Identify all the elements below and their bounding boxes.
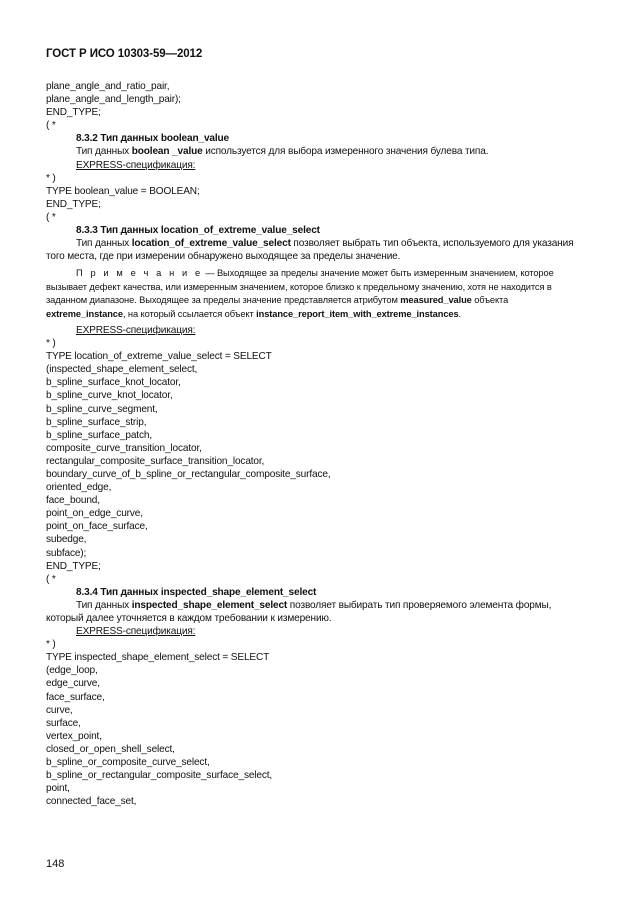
entity-name: instance_report_item_with_extreme_instances [256, 308, 459, 319]
code-line: END_TYPE; [46, 107, 101, 119]
type-name: boolean _value [131, 146, 203, 158]
code-line: face_surface, [46, 691, 105, 703]
code-line: b_spline_curve_segment, [46, 403, 158, 415]
note-label: П р и м е ч а н и е [76, 268, 203, 279]
page-content [46, 80, 586, 808]
code-line: TYPE inspected_shape_element_select = SELECT [46, 652, 270, 664]
paragraph-text: Тип данных [76, 599, 132, 611]
section-heading: 8.3.4 Тип данных inspected_shape_element_select [76, 586, 317, 598]
code-line: rectangular_composite_surface_transition_locator, [46, 455, 265, 467]
code-line: b_spline_or_rectangular_composite_surface_select, [46, 770, 273, 782]
code-line: END_TYPE; [46, 560, 101, 572]
paragraph-text: используется для выбора измеренного значения булева типа. [202, 146, 489, 158]
code-line: boundary_curve_of_b_spline_or_rectangular_composite_surface, [46, 468, 331, 480]
code-line: * ) [46, 172, 56, 184]
code-block-2 [46, 172, 586, 224]
section-8-3-3 [46, 224, 586, 337]
section-paragraph [46, 145, 586, 158]
note-paragraph [46, 267, 586, 321]
section-heading: 8.3.3 Тип данных location_of_extreme_value_select [76, 225, 320, 237]
entity-name: extreme_instance [46, 308, 123, 319]
note-text: . [458, 308, 462, 319]
paragraph-text: Тип данных [76, 238, 132, 250]
code-block-3 [46, 337, 586, 586]
code-line: point, [46, 783, 70, 795]
type-name: location_of_extreme_value_select [131, 238, 291, 250]
note-text: , на который ссылается объект [122, 308, 257, 319]
code-line: (inspected_shape_element_select, [46, 364, 198, 376]
code-line: subedge, [46, 534, 87, 546]
code-line: * ) [46, 338, 56, 350]
code-line: END_TYPE; [46, 198, 101, 210]
code-line: TYPE boolean_value = BOOLEAN; [46, 185, 200, 197]
code-line: b_spline_surface_strip, [46, 416, 147, 428]
type-name: inspected_shape_element_select [131, 599, 288, 611]
code-line: b_spline_surface_knot_locator, [46, 377, 181, 389]
express-spec-label: EXPRESS-спецификация: [76, 324, 196, 336]
code-line: plane_angle_and_ratio_pair, [46, 81, 170, 92]
code-line: curve, [46, 704, 73, 716]
code-line: composite_curve_transition_locator, [46, 442, 202, 454]
code-line: point_on_edge_curve, [46, 508, 143, 520]
section-8-3-4 [46, 586, 586, 638]
paragraph-text: позволяет выбирать тип проверяемого элемента формы, который далее уточняется в каждом требовании к измерению. [46, 599, 552, 624]
code-line: edge_curve, [46, 678, 100, 690]
code-block-4 [46, 638, 586, 808]
code-block-1 [46, 80, 586, 132]
paragraph-text: позволяет выбрать тип объекта, используемого для указания того места, где при измерении обнаружено выходящее за пределы значение. [46, 238, 574, 263]
code-line: b_spline_or_composite_curve_select, [46, 757, 210, 769]
express-spec-label: EXPRESS-спецификация: [76, 159, 196, 171]
attribute-name: measured_value [400, 295, 472, 306]
section-paragraph [46, 599, 586, 625]
code-line: face_bound, [46, 495, 100, 507]
document-header: ГОСТ Р ИСО 10303-59—2012 [46, 48, 203, 60]
note-text: — Выходящее за пределы значение может быть измеренным значением, которое вызывает дефект качества, или измеренным значением, которое близко к предельному значению, хотя не находится в заданном диапазоне. Выходящее за пределы значение представляется атрибутом [46, 268, 554, 306]
section-8-3-2 [46, 132, 586, 171]
code-line: closed_or_open_shell_select, [46, 743, 175, 755]
code-line: plane_angle_and_length_pair); [46, 94, 181, 106]
code-line: surface, [46, 717, 81, 729]
code-line: ( * [46, 120, 56, 132]
code-line: b_spline_curve_knot_locator, [46, 390, 173, 402]
code-line: oriented_edge, [46, 482, 112, 494]
code-line: vertex_point, [46, 730, 102, 742]
code-line: ( * [46, 573, 56, 585]
paragraph-text: Тип данных [76, 146, 132, 158]
code-line: * ) [46, 639, 56, 651]
code-line: point_on_face_surface, [46, 521, 148, 533]
code-line: (edge_loop, [46, 665, 98, 677]
page-number: 148 [46, 858, 65, 870]
express-spec-label: EXPRESS-спецификация: [76, 626, 196, 638]
note-text: объекта [471, 295, 509, 306]
code-line: connected_face_set, [46, 796, 137, 808]
code-line: subface); [46, 547, 87, 559]
code-line: ( * [46, 211, 56, 223]
section-heading: 8.3.2 Тип данных boolean_value [76, 133, 230, 145]
code-line: b_spline_surface_patch, [46, 429, 152, 441]
code-line: TYPE location_of_extreme_value_select = SELECT [46, 351, 272, 363]
section-paragraph [46, 237, 586, 263]
